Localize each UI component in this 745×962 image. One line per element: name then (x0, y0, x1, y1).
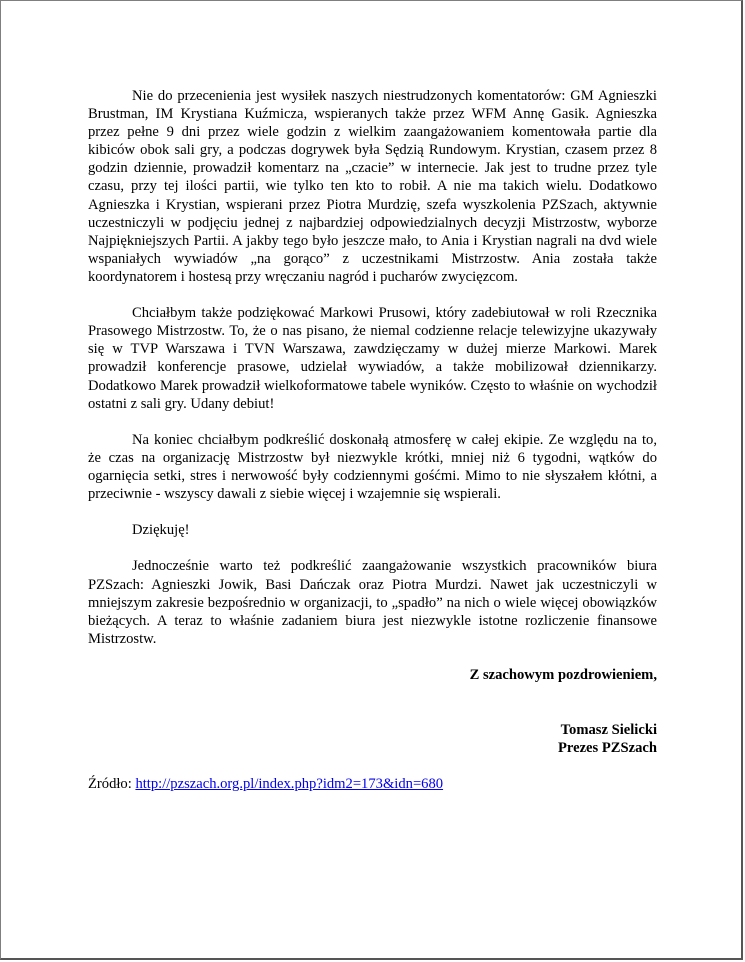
paragraph-atmosphere: Na koniec chciałbym podkreślić doskonałą atmosferę w całej ekipie. Ze względu na to, że czas na organizację Mistrzostw był niezwykle krótki, mniej niż 6 tygodni, wątków do ogarnięcia setki, stres i nerwowość były codziennymi gośćmi. Mimo to nie słyszałem kłótni, a przeciwnie - wszyscy dawali z siebie więcej i wzajemnie się wspierali. (88, 431, 657, 503)
document-body (88, 87, 657, 793)
closing-greeting: Z szachowym pozdrowieniem, (469, 667, 657, 683)
signature-title: Prezes PZSzach (557, 740, 657, 757)
paragraph-thanks: Dziękuję! (132, 522, 190, 539)
source-label: Źródło: (88, 776, 132, 793)
signature-block (88, 721, 657, 757)
paragraph-press-officer: Chciałbym także podziękować Markowi Prusowi, który zadebiutował w roli Rzecznika Prasowego Mistrzostw. To, że o nas pisano, że niemal codzienne relacje telewizyjne ukazywały się w TVP Warszawa i TVN Warszawa, zawdzięczamy w dużej mierze Markowi. Marek prowadził konferencje prasowe, udzielał wywiadów, a także mobilizował dziennikarzy. Dodatkowo Marek prowadził wielkoformatowe tabele wyników. Często to właśnie on wychodził ostatni z sali gry. Udany debiut! (88, 305, 657, 412)
paragraph-commentators: Nie do przecenienia jest wysiłek naszych niestrudzonych komentatorów: GM Agnieszki Brustman, IM Krystiana Kuźmicza, wspieranych także przez WFM Annę Gasik. Agnieszka przez pełne 9 dni przez wiele godzin z wielkim zaangażowaniem komentowała partie dla kibiców obok sali gry, a podczas dogrywek była Sędzią Rundowym. Krystian, czasem przez 8 godzin dziennie, prowadził komentarz na „czacie” w internecie. Jak jest to trudne przez tyle czasu, przy tej ilości partii, wie tylko ten kto to robił. A nie ma takich wielu. Dodatkowo Agnieszka i Krystian, wspierani przez Piotra Murdzię, szefa wyszkolenia PZSzach, aktywnie uczestniczyli w podjęciu jednej z najbardziej odpowiedzialnych decyzji Mistrzostw, wyborze Najpiękniejszych Partii. A jakby tego było jeszcze mało, to Ania i Krystian nagrali na dvd wiele wspaniałych wywiadów „na gorąco” z uczestnikami Mistrzostw. Ania została także koordynatorem i hostesą przy wręczaniu nagród i pucharów zwycięzcom. (88, 88, 657, 285)
signature-name: Tomasz Sielicki (560, 722, 657, 739)
paragraph-office-staff: Jednocześnie warto też podkreślić zaangażowanie wszystkich pracowników biura PZSzach: Agnieszki Jowik, Basi Dańczak oraz Piotra Murdzi. Nawet jak uczestniczyli w mniejszym zakresie bezpośrednio w organizacji, to „spadło” na nich o wiele więcej obowiązków bieżących. A teraz to właśnie zadaniem biura jest niezwykle istotne rozliczenie finansowe Mistrzostw. (88, 558, 657, 647)
source-link[interactable]: http://pzszach.org.pl/index.php?idm2=173&idn=680 (135, 776, 444, 793)
source-line (88, 775, 657, 793)
